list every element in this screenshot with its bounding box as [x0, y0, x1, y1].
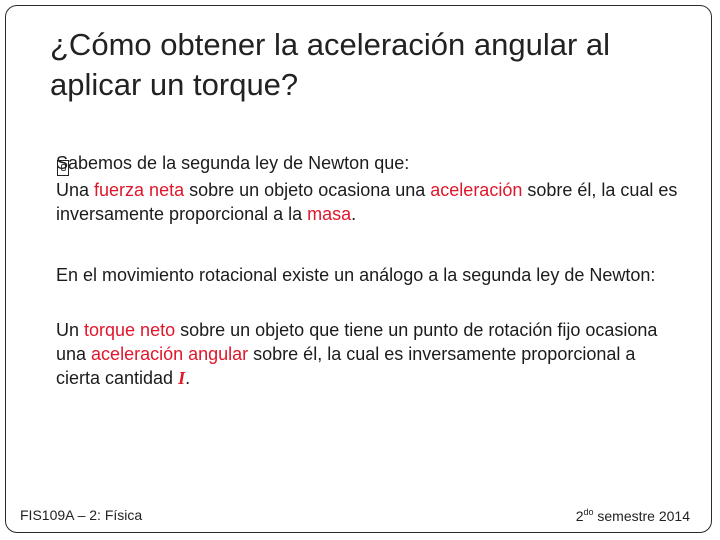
- text-segment: sobre un objeto que tiene un punto de rotación fijo ocasiona una: [56, 320, 658, 364]
- highlight-aceleracion-angular: aceleración angular: [91, 344, 249, 364]
- highlight-torque-neto: torque neto: [84, 320, 176, 340]
- highlight-masa: masa: [307, 204, 352, 224]
- text-segment: Una: [56, 180, 95, 200]
- paragraph-newton-intro: Sabemos de la segunda ley de Newton que:: [56, 153, 410, 173]
- highlight-fuerza-neta: fuerza neta: [94, 180, 185, 200]
- highlight-aceleracion: aceleración: [430, 180, 523, 200]
- text-segment: .: [185, 368, 191, 388]
- semester-number: 2: [575, 508, 584, 524]
- paragraph-newton-law: [56, 178, 681, 226]
- paragraph-rotational-intro: En el movimiento rotacional existe un análogo a la segunda ley de Newton:: [56, 265, 656, 285]
- text-segment: sobre él, la cual es inversamente proporcional a cierta cantidad: [56, 344, 636, 388]
- semester-ordinal: do: [583, 507, 594, 517]
- footer-semester: [576, 507, 690, 524]
- text-segment: Un: [56, 320, 85, 340]
- text-segment: .: [351, 204, 357, 224]
- paragraph-rotational-law: [56, 318, 681, 390]
- slide-title: ¿Cómo obtener la aceleración angular al aplicar un torque?: [50, 27, 611, 102]
- text-segment: sobre un objeto ocasiona una: [184, 180, 431, 200]
- text-segment: sobre él, la cual es inversamente proporcional a la: [56, 180, 678, 224]
- highlight-inertia-symbol: I: [178, 368, 186, 388]
- footer-course: FIS109A – 2: Física: [20, 507, 143, 523]
- semester-label: semestre 2014: [593, 508, 690, 524]
